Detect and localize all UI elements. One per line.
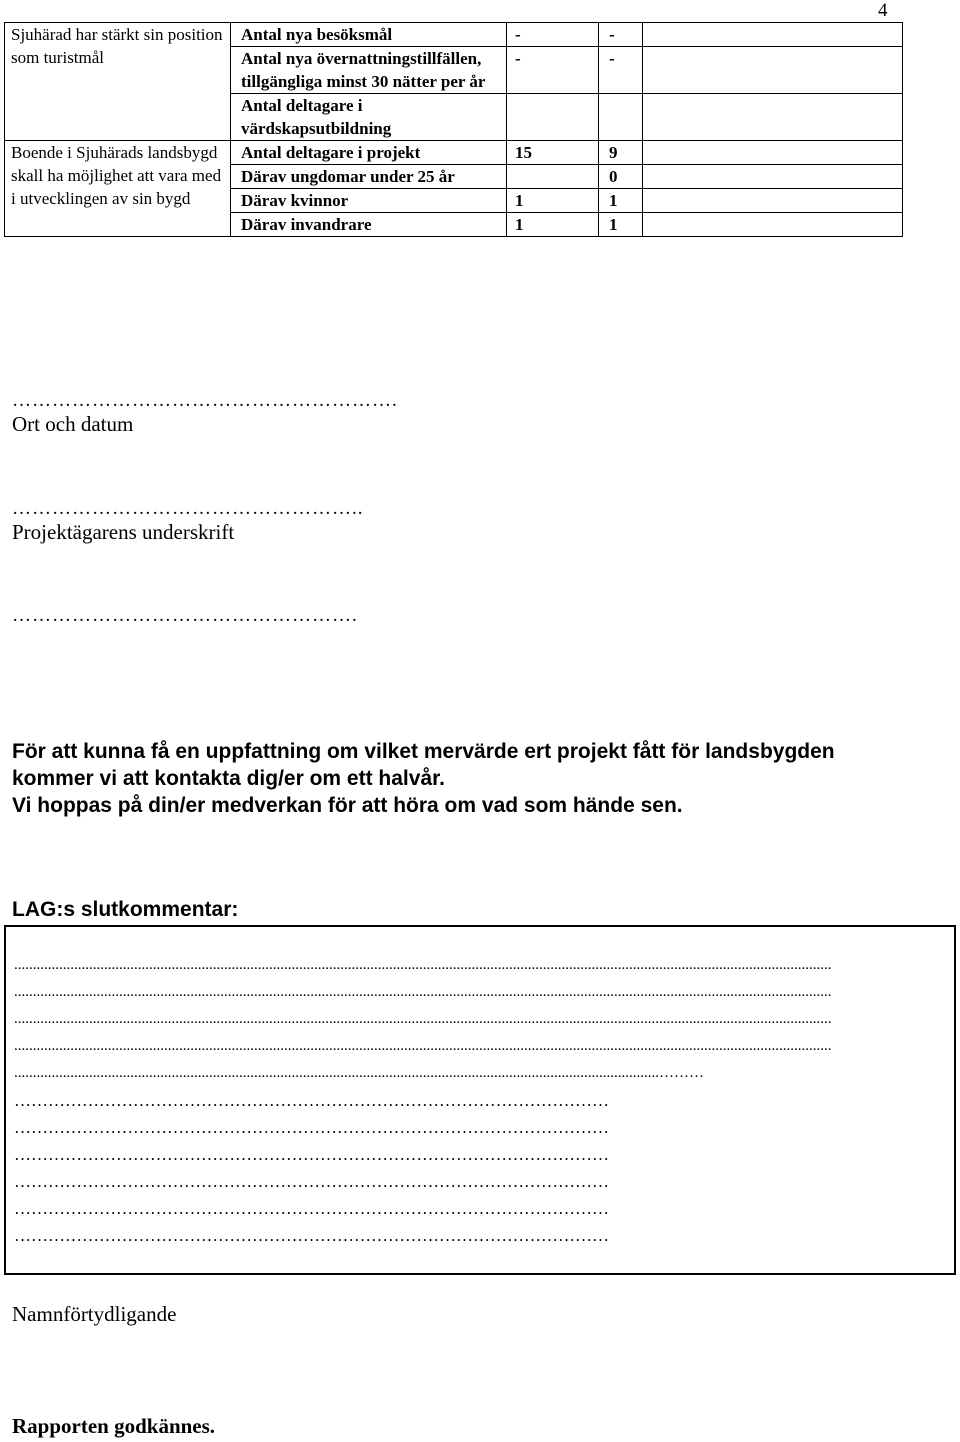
value-cell: 15 <box>507 141 599 165</box>
comment-line: .......................................................................................................................................................................................................................... <box>14 984 832 1000</box>
table-row <box>5 23 903 47</box>
indicator-cell: Därav kvinnor <box>231 189 507 213</box>
lag-comment-box[interactable] <box>4 925 956 1275</box>
value-cell: - <box>599 23 643 47</box>
goal-cell: Sjuhärad har stärkt sin position som turistmål <box>5 23 231 141</box>
value-cell: 1 <box>599 213 643 237</box>
value-cell <box>507 165 599 189</box>
indicator-cell: Antal deltagare i projekt <box>231 141 507 165</box>
indicator-cell: Antal nya besöksmål <box>231 23 507 47</box>
comment-line: …………………………………………………………………………………………… <box>14 1118 609 1137</box>
indicator-cell: Antal nya övernattningstillfällen, tillgängliga minst 30 nätter per år <box>231 47 507 94</box>
notice-line: För att kunna få en uppfattning om vilket mervärde ert projekt fått för landsbygden <box>12 740 835 763</box>
comment-line: .......................................................................................................................................................................................................................... <box>14 957 832 973</box>
lag-comment-heading: LAG:s slutkommentar: <box>12 898 239 921</box>
value-cell: - <box>599 47 643 94</box>
empty-cell <box>643 189 903 213</box>
value-cell: 9 <box>599 141 643 165</box>
notice-line: Vi hoppas på din/er medverkan för att höra om vad som hände sen. <box>12 794 683 817</box>
place-date-label: Ort och datum <box>12 412 134 436</box>
value-cell: 1 <box>507 189 599 213</box>
name-clarification-label: Namnförtydligande <box>12 1302 177 1326</box>
value-cell: - <box>507 47 599 94</box>
value-cell: 1 <box>507 213 599 237</box>
comment-line: …………………………………………………………………………………………… <box>14 1226 609 1245</box>
comment-line: …………………………………………………………………………………………… <box>14 1145 609 1164</box>
table-row <box>5 141 903 165</box>
comment-line: ............................................................................................................................................................................……… <box>14 1065 704 1081</box>
follow-up-notice <box>12 738 942 819</box>
owner-signature-line: …………………………………………….. <box>12 498 364 519</box>
empty-cell <box>643 94 903 141</box>
results-table <box>4 22 903 237</box>
name-line: ……………………………………………. <box>12 605 358 626</box>
indicator-cell: Därav invandrare <box>231 213 507 237</box>
indicator-cell: Därav ungdomar under 25 år <box>231 165 507 189</box>
comment-line: …………………………………………………………………………………………… <box>14 1172 609 1191</box>
goal-cell: Boende i Sjuhärads landsbygd skall ha möjlighet att vara med i utvecklingen av sin bygd <box>5 141 231 237</box>
indicator-cell: Antal deltagare i värdskapsutbildning <box>231 94 507 141</box>
notice-line: kommer vi att kontakta dig/er om ett halvår. <box>12 767 445 790</box>
empty-cell <box>643 165 903 189</box>
value-cell: - <box>507 23 599 47</box>
comment-line: …………………………………………………………………………………………… <box>14 1199 609 1218</box>
place-date-line: …………………………………………………. <box>12 390 398 411</box>
empty-cell <box>643 213 903 237</box>
empty-cell <box>643 47 903 94</box>
approval-text: Rapporten godkännes. <box>12 1414 216 1438</box>
owner-signature-label: Projektägarens underskrift <box>12 520 235 544</box>
value-cell: 0 <box>599 165 643 189</box>
comment-line: …………………………………………………………………………………………… <box>14 1091 609 1110</box>
value-cell <box>507 94 599 141</box>
empty-cell <box>643 141 903 165</box>
page-number: 4 <box>878 0 888 21</box>
comment-line: .......................................................................................................................................................................................................................... <box>14 1011 832 1027</box>
value-cell: 1 <box>599 189 643 213</box>
empty-cell <box>643 23 903 47</box>
comment-line: .......................................................................................................................................................................................................................... <box>14 1038 832 1054</box>
value-cell <box>599 94 643 141</box>
